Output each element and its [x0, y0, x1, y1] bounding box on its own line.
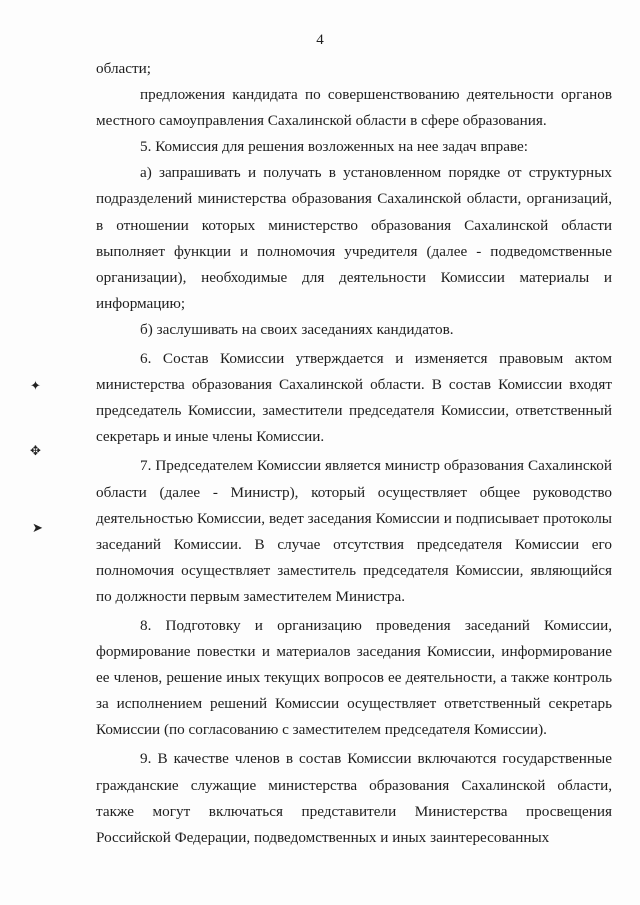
paragraph-item-6: 6. Состав Комиссии утверждается и изменяется правовым актом министерства образования Сахалинской области. В состав Комиссии входят председатель Комиссии, заместители председателя Комиссии, ответственный секретарь и иные члены Комиссии.: [96, 350, 612, 446]
paragraph-item-8: 8. Подготовку и организацию проведения заседаний Комиссии, формирование повестки и материалов заседания Комиссии, информирование ее членов, решение иных текущих вопросов ее деятельности, а также контроль за исполнением решений Комиссии осуществляет ответственный секретарь Комиссии (по согласованию с заместителем председателя Комиссии).: [96, 616, 612, 739]
scan-mark-icon: ✦: [30, 378, 41, 393]
paragraph-item-5: 5. Комиссия для решения возложенных на нее задач вправе:: [140, 138, 529, 156]
paragraph-proposals: предложения кандидата по совершенствованию деятельности органов местного самоуправления Сахалинской области в сфере образования.: [96, 86, 612, 130]
page-number: 4: [316, 32, 324, 48]
document-body: [96, 56, 612, 851]
scan-mark-icon: ➤: [32, 520, 43, 535]
paragraph-item-5b: б) заслушивать на своих заседаниях кандидатов.: [140, 320, 454, 338]
paragraph-continuation: области;: [96, 60, 151, 77]
paragraph-item-5a: а) запрашивать и получать в установленном порядке от структурных подразделений министерства образования Сахалинской области, организаций, в отношении которых министерство образования Сахалинской области выполняет функции и полномочия учредителя (далее - подведомственные организации), необходимые для деятельности Комиссии материалы и информацию;: [96, 164, 612, 312]
paragraph-item-7: 7. Председателем Комиссии является министр образования Сахалинской области (далее - Министр), который осуществляет общее руководство деятельностью Комиссии, ведет заседания Комиссии и подписывает протоколы заседаний Комиссии. В случае отсутствия председателя Комиссии его полномочия осуществляет заместитель председателя Комиссии, являющийся по должности первым заместителем Министра.: [96, 457, 612, 605]
scan-mark-icon: ✥: [30, 443, 41, 458]
paragraph-item-9: 9. В качестве членов в состав Комиссии включаются государственные гражданские служащие министерства образования Сахалинской области, также могут включаться представители Министерства просвещения Российской Федерации, подведомственных и иных заинтересованных: [96, 750, 612, 846]
